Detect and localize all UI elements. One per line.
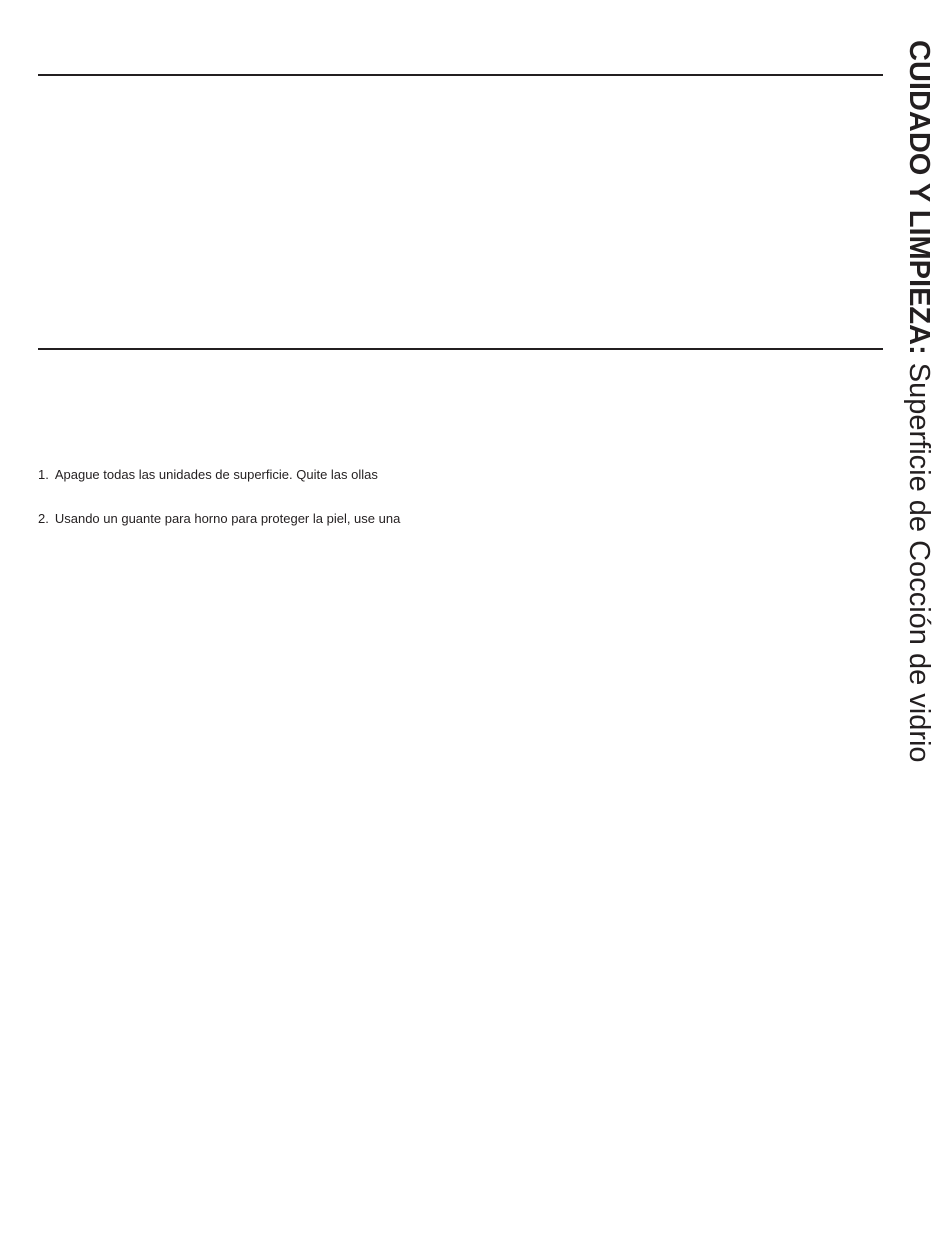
- step-text: Apague todas las unidades de superficie. Quite las ollas: [54, 467, 378, 482]
- step-text: Usando un guante para horno para proteger la piel, use una: [54, 511, 401, 526]
- top-divider: [38, 74, 883, 76]
- section-title-strong: CUIDADO Y LIMPIEZA:: [903, 40, 935, 355]
- list-item: [38, 511, 738, 527]
- section-title-light: Superficie de Cocción de vidrio: [903, 354, 935, 763]
- instruction-list: [38, 467, 738, 555]
- section-title: [888, 40, 948, 860]
- step-number: 2.: [38, 511, 49, 526]
- middle-divider: [38, 348, 883, 350]
- step-number: 1.: [38, 467, 49, 482]
- list-item: [38, 467, 738, 483]
